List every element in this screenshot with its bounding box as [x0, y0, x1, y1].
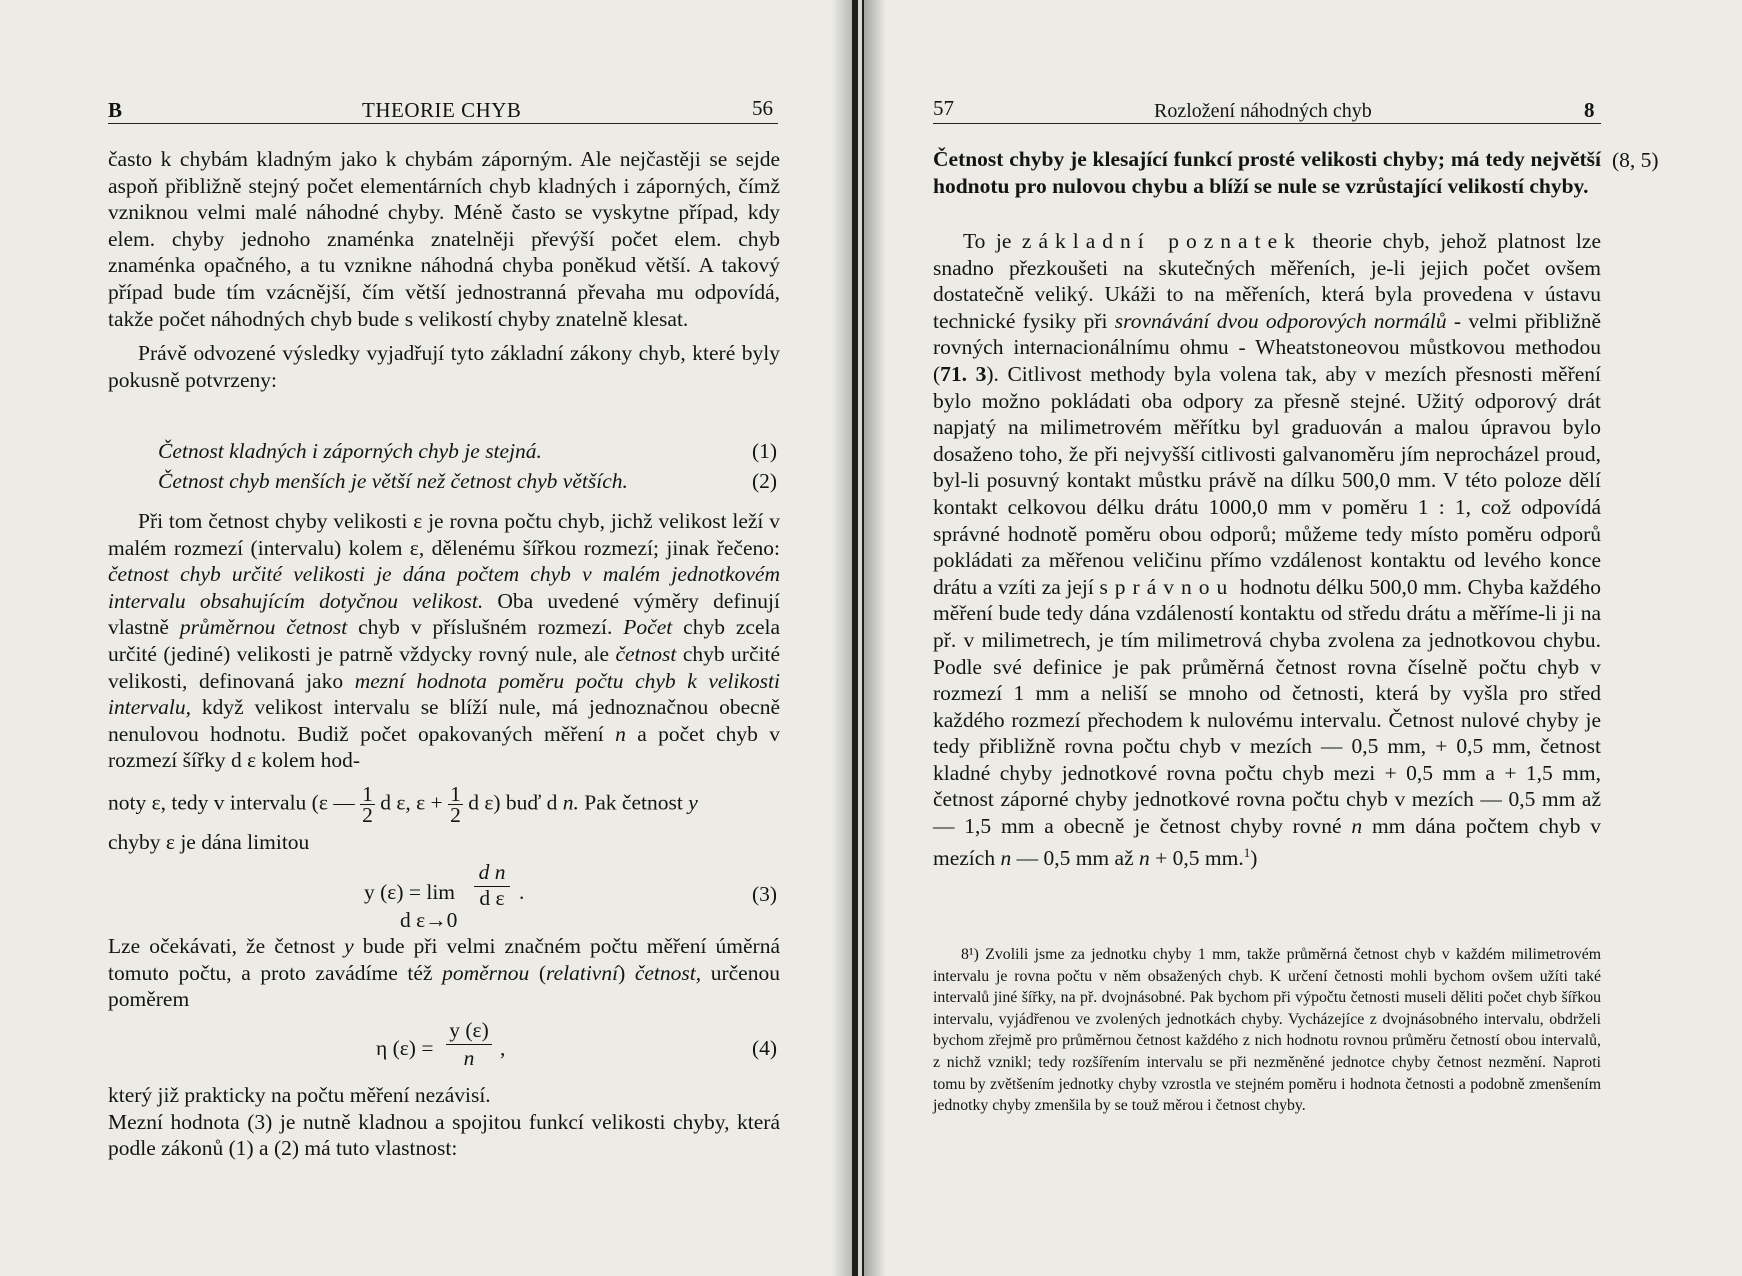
- text-block-bottom: [108, 1082, 780, 1162]
- para-spaced-term-1: základní poznatek: [1021, 229, 1302, 253]
- text-block-middle: [108, 508, 780, 774]
- text-block-top: [108, 146, 780, 393]
- eq3-dot: .: [519, 880, 525, 904]
- para-var-n: n: [1351, 814, 1363, 839]
- p3-text-i: chyb určité velikosti, definovaná jako: [108, 641, 780, 693]
- fraction-half-1: [360, 784, 375, 825]
- page-number: 57: [933, 96, 954, 120]
- p4-var-y: y: [344, 934, 354, 958]
- eq3-limit-subscript: d ε→0: [400, 908, 458, 932]
- paragraph-4: [108, 933, 780, 1013]
- book-spine-edge: [858, 0, 862, 1276]
- left-page: [0, 0, 858, 1276]
- interval-var-n: n.: [562, 790, 579, 815]
- p4-text-a: Lze očekávati, že četnost: [108, 934, 345, 958]
- para-var-n: n: [1139, 845, 1150, 870]
- header-rule: [108, 123, 778, 124]
- header-rule: [933, 123, 1601, 124]
- eq4-fraction-bar: [446, 1044, 492, 1045]
- p3-text-m: a počet chyb v rozmezí šířky d ε kolem hod-: [108, 721, 780, 773]
- p4-text-h: určenou poměrem: [108, 960, 780, 1012]
- equation-4: [376, 1018, 516, 1078]
- fraction-den: 2: [450, 803, 461, 827]
- running-head-title: Rozložení náhodných chyb: [1154, 100, 1372, 122]
- para-text-c: - velmi přibližně rovných internacionálnímu ohmu - Wheatstoneovou můstkovou methodou (: [933, 308, 1601, 386]
- para-close: ): [1250, 845, 1258, 870]
- law-2: Četnost chyb menších je větší než četnost chyb větších.: [158, 469, 628, 493]
- bold-statement: Četnost chyby je klesající funkcí prosté velikosti chyby; má tedy největší hodnotu pro nulovou chybu a blíží se nule se vzrůstající velikostí chyby.: [933, 147, 1601, 198]
- main-paragraph: [933, 228, 1601, 871]
- footnote-marker: 1: [1243, 844, 1251, 860]
- fraction-num: 1: [450, 782, 461, 806]
- eq4-comma: ,: [500, 1036, 506, 1060]
- eq4-numerator: y (ε): [449, 1018, 489, 1042]
- law-1-number: (1): [752, 439, 778, 463]
- interval-line: [108, 784, 698, 825]
- running-head-title: THEORIE CHYB: [362, 98, 522, 122]
- fraction-den: 2: [362, 803, 373, 827]
- para-var-n: n: [1000, 845, 1012, 870]
- eq3-lhs: y (ε) = lim: [364, 880, 456, 904]
- para-text-b: theorie chyb, jehož platnost lze snadno přezkoušeti na skutečných měřeních, je-li jejich počet ovšem dostatečně veliký. Ukáži to na měřeních, která byla provedena v ústavu technické fysiky při: [933, 229, 1601, 333]
- interval-text-d: Pak četnost: [578, 790, 683, 815]
- paragraph-5: který již prakticky na počtu měření nezávisí.: [108, 1083, 491, 1107]
- p4-term-relative: relativní: [546, 960, 619, 985]
- page-number: 56: [752, 96, 773, 120]
- p3-term-limit: mezní hodnota poměru počtu chyb k velikosti intervalu,: [108, 668, 780, 720]
- margin-reference: (8, 5): [1612, 148, 1659, 172]
- p3-var-n: n: [615, 721, 626, 746]
- p3-text-c: Oba uvedené výměry definují vlastně: [108, 588, 780, 640]
- p3-text-k: když velikost intervalu se blíží nule, má jednoznačnou obecně nenulovou hodnotu. Budiž počet opakovaných měření: [108, 695, 780, 746]
- p4-text-b: bude při velmi značném počtu měření úměrná tomuto počtu, a proto zavádíme též: [108, 934, 780, 985]
- equation-4-number: (4): [752, 1036, 778, 1060]
- footnote: [933, 944, 1601, 1117]
- p4-term-proportional: poměrnou: [442, 960, 530, 985]
- paragraph-6: Mezní hodnota (3) je nutně kladnou a spojitou funkcí velikosti chyby, která podle zákonů (1) a (2) má tuto vlastnost:: [108, 1109, 780, 1161]
- fraction-half-2: [448, 784, 463, 825]
- section-letter: B: [108, 98, 123, 122]
- p4-term-frequency: četnost,: [634, 960, 702, 985]
- text-block-lower: [108, 933, 780, 1013]
- para-reference: 71. 3: [940, 361, 987, 386]
- para-italic-term: srovnávání dvou odporových normálů: [1114, 308, 1447, 333]
- law-2-number: (2): [752, 469, 778, 493]
- fraction-num: 1: [362, 782, 373, 806]
- interval-text-c: d ε) buď d: [468, 790, 558, 815]
- p3-term-count: Počet: [623, 615, 673, 640]
- p3-text-g: chyb zcela určité (jediné) velikosti je patrně vždycky rovný nule, ale: [108, 615, 781, 666]
- footnote-text: 8¹) Zvolili jsme za jednotku chyby 1 mm, takže průměrná četnost chyb v každém milimetrovém intervalu je rovna počtu v něm obsažených chyb. K určení četnosti mohli bychom ovšem užíti také intervalů jiné šířky, na př. dvojnásobné. Pak bychom při výpočtu četnosti museli děliti počet chyb šířkou intervalu, vyjádřenou ve zvolených jednotkách chyby. Vycházejíce z dvojnásobného intervalu, obdrželi bychom zřejmě pro průměrnou četnost každého z nich hodnotu rovnou průměru četností obou intervalů, z nichž vznikl; tedy rozšířením intervalu se při nezměněné jednotce chyby četnost nezmění. Naproti tomu by zvětšením jednotky chyby vzrostla ve stejném poměru i hodnota četnosti a podobně zmenšením jednotky chyby zmenšila by se touž měrou i četnost chyby.: [933, 946, 1601, 1115]
- section-number: 8: [1584, 98, 1595, 122]
- right-page: [864, 0, 1742, 1276]
- interval-var-y: y: [688, 790, 698, 815]
- eq4-lhs: η (ε) =: [376, 1036, 434, 1060]
- paragraph-3: [108, 508, 780, 774]
- para-text-g: — 0,5 mm až: [1011, 845, 1139, 870]
- limit-intro: chyby ε je dána limitou: [108, 830, 310, 854]
- para-text-a: To je: [963, 229, 1022, 253]
- interval-text-a: noty ε, tedy v intervalu (ε —: [108, 790, 355, 815]
- para-spaced-term-2: správnou: [1099, 574, 1235, 599]
- equation-3-number: (3): [752, 882, 778, 906]
- p3-term-frequency: četnost: [615, 641, 677, 666]
- law-1: Četnost kladných i záporných chyb je stejná.: [158, 439, 542, 463]
- p3-text-a: Při tom četnost chyby velikosti ε je rovna počtu chyb, jichž velikost leží v malém rozmezí (intervalu) kolem ε, dělenému šířkou rozmezí; jinak řečeno:: [108, 509, 780, 560]
- para-text-h: + 0,5 mm.: [1149, 845, 1244, 870]
- p3-term-average: průměrnou četnost: [179, 615, 348, 640]
- p3-definition: četnost chyb určité velikosti je dána počtem chyb v malém jednotkovém intervalu obsahujícím dotyčnou velikost.: [108, 562, 780, 613]
- para-text-d: ). Citlivost methody byla volena tak, aby v mezích přesnosti měření bylo možno pokládati oba odpory za přesně stejné. Užitý odporový drát napjatý na milimetrovém měřítku byl graduován a malou úpravou bylo dosaženo toho, že při nejvyšší citlivosti galvanoměru jím neprocházel proud, byl-li posuvný kontakt můstku právě na dílku 500,0 mm. V této poloze dělí kontakt celkovou délku drátu 1000,0 mm v poměru 1 : 1, což odpovídá správné hodnotě poměru obou odporů; můžeme tedy místo poměru odporů pokládati za měřenou veličinu přímo vzdálenost kontaktu od levého konce drátu a vzíti za její: [933, 361, 1601, 599]
- p4-paren-open: (: [529, 960, 547, 985]
- eq4-denominator: n: [463, 1046, 475, 1070]
- para-text-e: hodnotu délku 500,0 mm. Chyba každého měření bude tedy dána vzdáleností kontaktu od středu drátu a měříme-li ji na př. v milimetrech, je tím milimetrová chyba zvolena za jednotkovou chybu. Podle své definice je pak průměrná četnost rovna číselně počtu chyb v rozmezí 1 mm a neliší se mnoho od četnosti, která by vyšla pro střed každého rozmezí přechodem k nulovému intervalu. Četnost nulové chyby je tedy přibližně rovna počtu chyb v mezích — 0,5 mm, + 0,5 mm, četnost kladné chyby jednotkové rovna počtu chyb mezi + 0,5 mm a + 1,5 mm, četnost záporné chyby jednotkové rovna počtu chyb v mezích — 0,5 mm až — 1,5 mm a obecně je četnost chyby rovné: [933, 574, 1602, 839]
- eq3-denominator: d ε: [479, 886, 505, 910]
- eq3-numerator: d n: [478, 860, 506, 884]
- p3-text-e: chyb v příslušném rozmezí.: [347, 615, 624, 640]
- text-block-main: [933, 228, 1601, 871]
- paragraph-1: často k chybám kladným jako k chybám záporným. Ale nejčastěji se sejde aspoň přibližně stejný počet elementárních chyb kladných i záporných, čímž vzniknou velmi malé náhodné chyby. Méně často se vyskytne případ, kdy elem. chyby jednoho znaménka znatelněji převýší počet elem. chyb znaménka opačného, a tu vznikne náhodná chyba poněkud větší. A takový případ bude tím vzácnější, čím větší jednostranná převaha mu odpovídá, takže počet náhodných chyb bude s velikostí chyby znatelně klesat.: [108, 147, 780, 331]
- equation-3: [364, 860, 525, 932]
- para-text-f: mm dána počtem chyb v mezích: [933, 814, 1602, 870]
- gutter-shadow-right: [864, 0, 886, 1276]
- paragraph-2: Právě odvozené výsledky vyjadřují tyto základní zákony chyb, které byly pokusně potvrzeny:: [108, 341, 780, 392]
- interval-text-b: d ε, ε +: [380, 790, 443, 815]
- p4-paren-close: ): [618, 960, 635, 985]
